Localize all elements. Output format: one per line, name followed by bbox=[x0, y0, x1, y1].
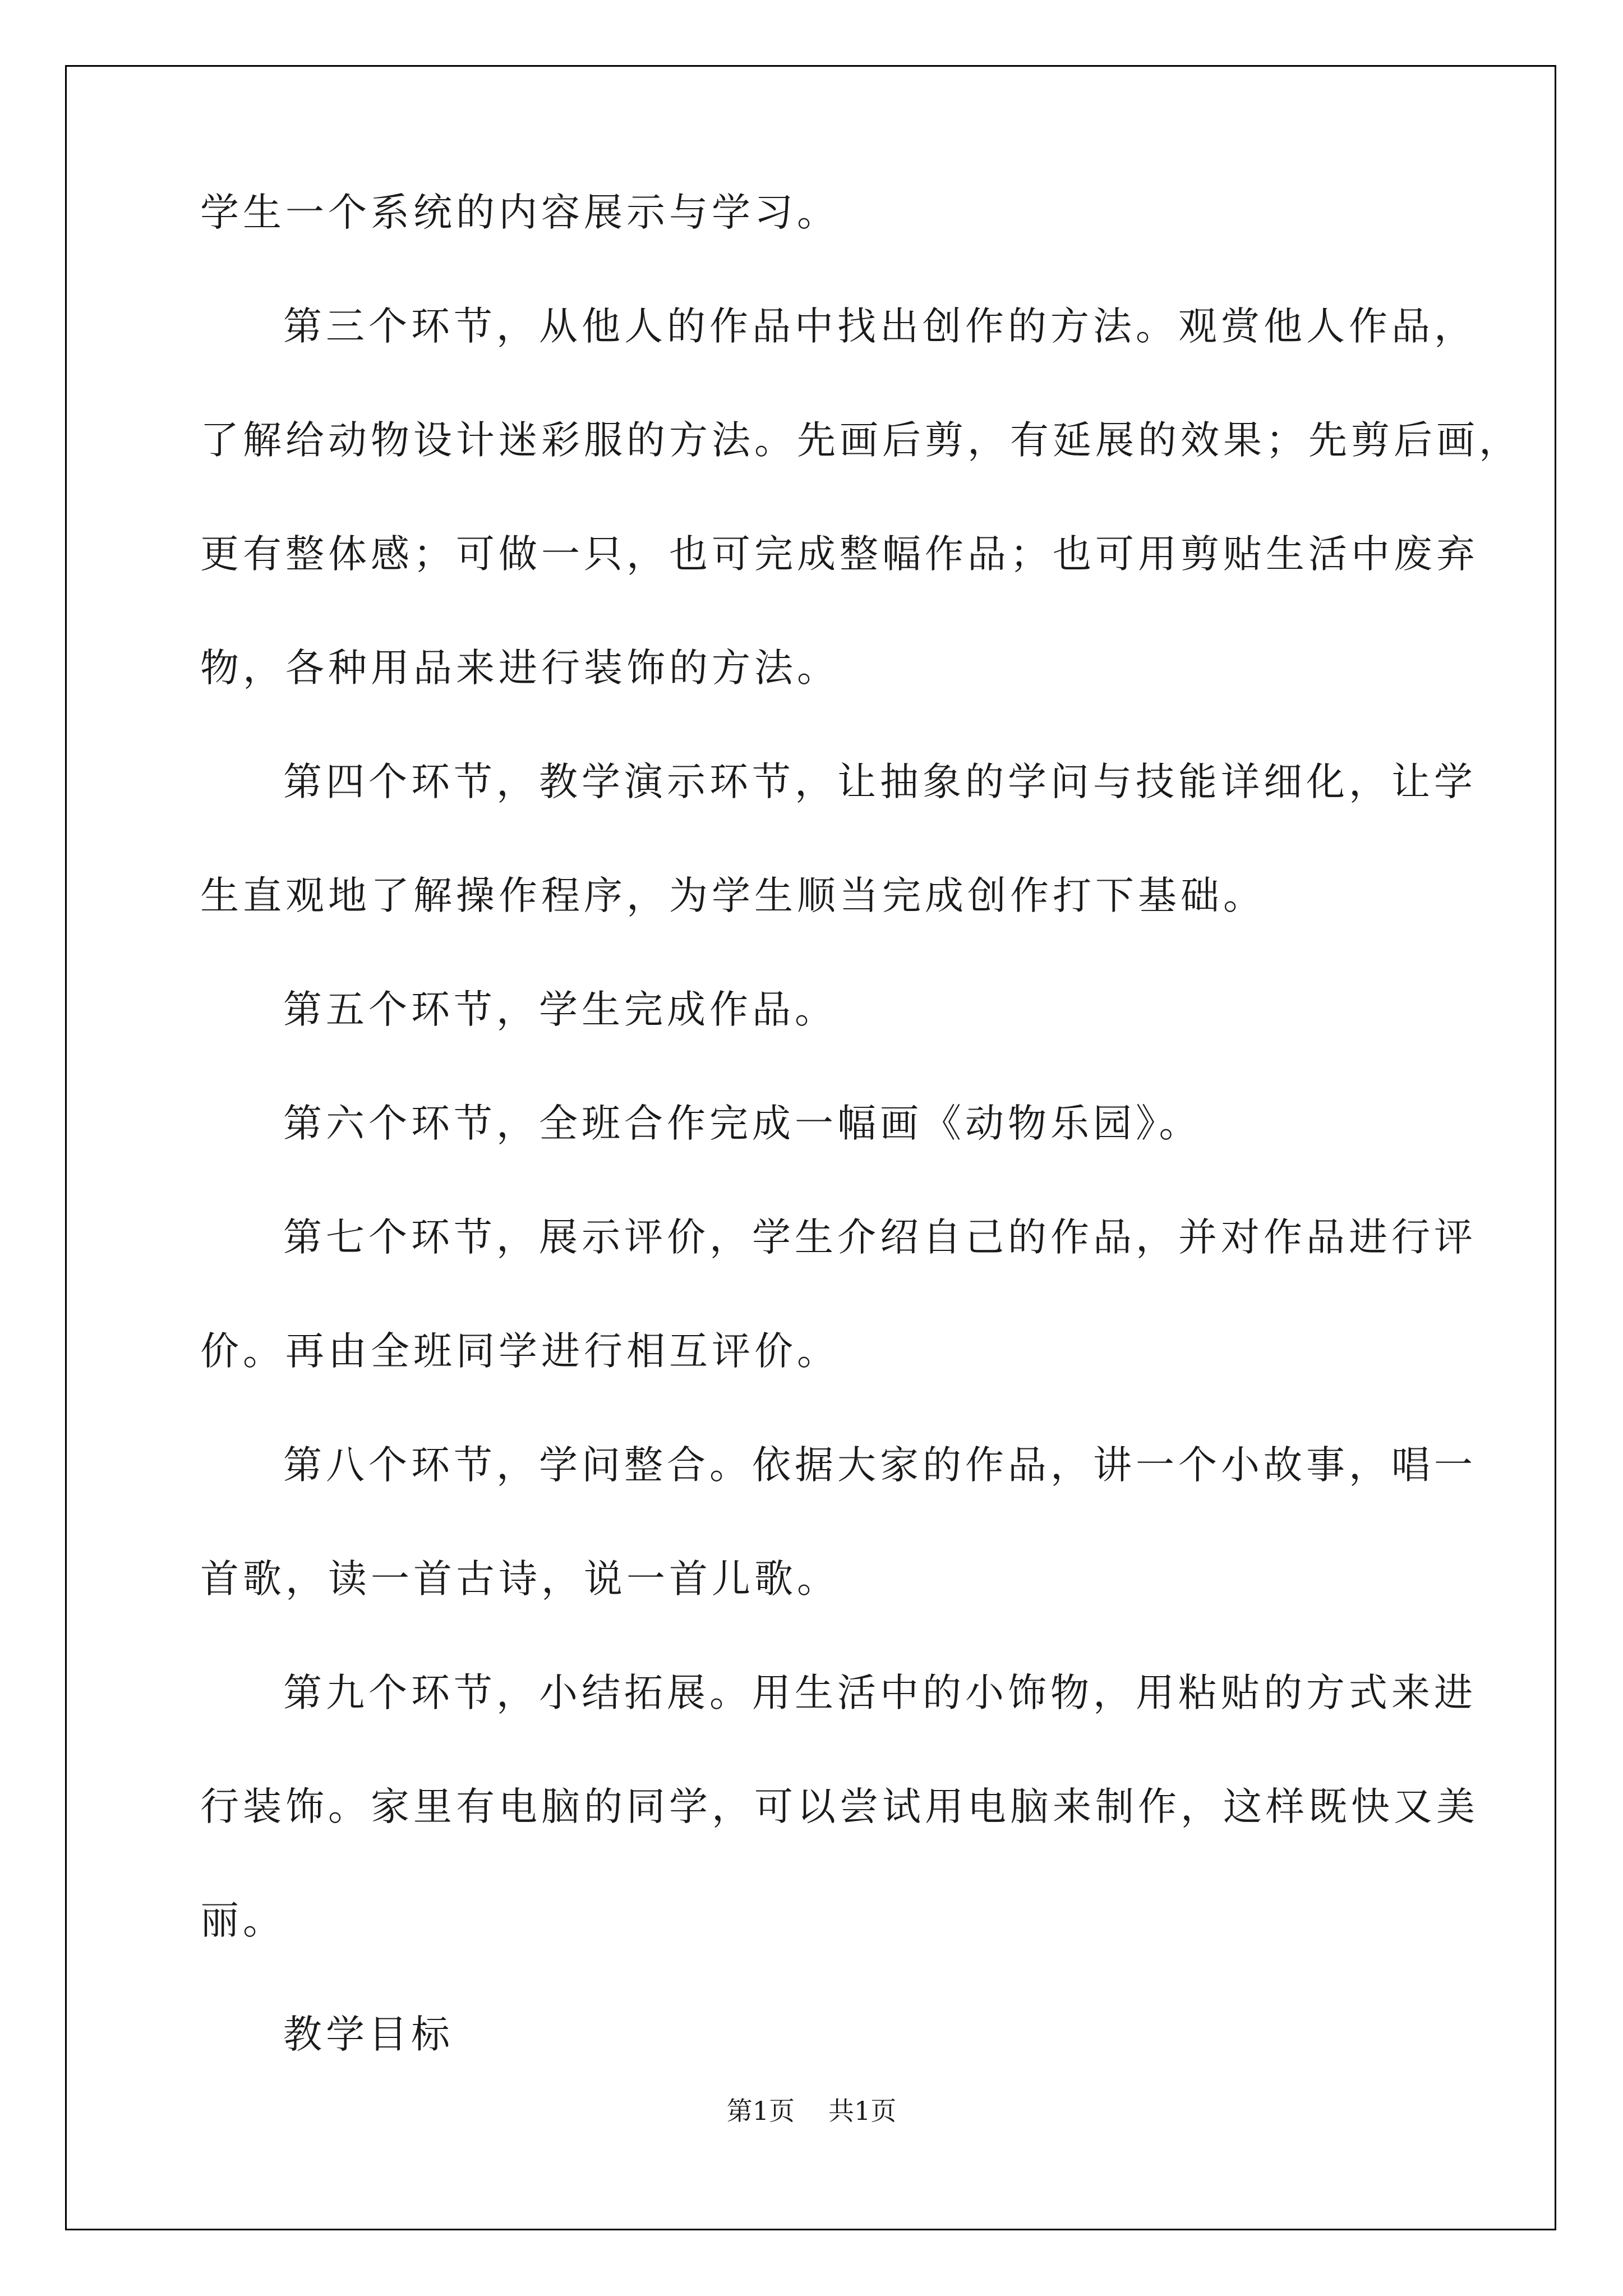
text-line-8: 第五个环节，学生完成作品。 bbox=[283, 987, 837, 1032]
text-line-15: 行装饰。家里有电脑的同学，可以尝试用电脑来制作，这样既快又美 bbox=[200, 1784, 1479, 1829]
text-line-4: 更有整体感；可做一只，也可完成整幅作品；也可用剪贴生活中废弃 bbox=[200, 532, 1479, 577]
text-line-10: 第七个环节，展示评价，学生介绍自己的作品，并对作品进行评 bbox=[283, 1215, 1477, 1260]
text-line-12: 第八个环节，学问整合。依据大家的作品，讲一个小故事，唱一 bbox=[283, 1443, 1477, 1488]
page-border bbox=[65, 65, 1556, 2230]
text-line-14: 第九个环节，小结拓展。用生活中的小饰物，用粘贴的方式来进 bbox=[283, 1671, 1477, 1715]
text-line-13: 首歌，读一首古诗，说一首儿歌。 bbox=[200, 1557, 840, 1602]
page-total: 共1页 bbox=[828, 2096, 897, 2126]
page-number: 第1页 bbox=[726, 2096, 795, 2126]
text-line-11: 价。再由全班同学进行相互评价。 bbox=[200, 1329, 840, 1374]
text-line-3: 了解给动物设计迷彩服的方法。先画后剪，有延展的效果；先剪后画， bbox=[200, 418, 1521, 463]
text-line-16: 丽。 bbox=[200, 1898, 285, 1943]
text-line-2: 第三个环节，从他人的作品中找出创作的方法。观赏他人作品， bbox=[283, 304, 1477, 349]
page-footer bbox=[0, 2098, 1623, 2124]
text-line-6: 第四个环节，教学演示环节，让抽象的学问与技能详细化，让学 bbox=[283, 760, 1477, 804]
text-line-5: 物，各种用品来进行装饰的方法。 bbox=[200, 646, 840, 691]
text-line-1: 学生一个系统的内容展示与学习。 bbox=[200, 190, 840, 235]
text-line-17: 教学目标 bbox=[283, 2012, 454, 2057]
text-line-9: 第六个环节，全班合作完成一幅画《动物乐园》。 bbox=[283, 1101, 1202, 1146]
text-line-7: 生直观地了解操作程序，为学生顺当完成创作打下基础。 bbox=[200, 873, 1266, 918]
